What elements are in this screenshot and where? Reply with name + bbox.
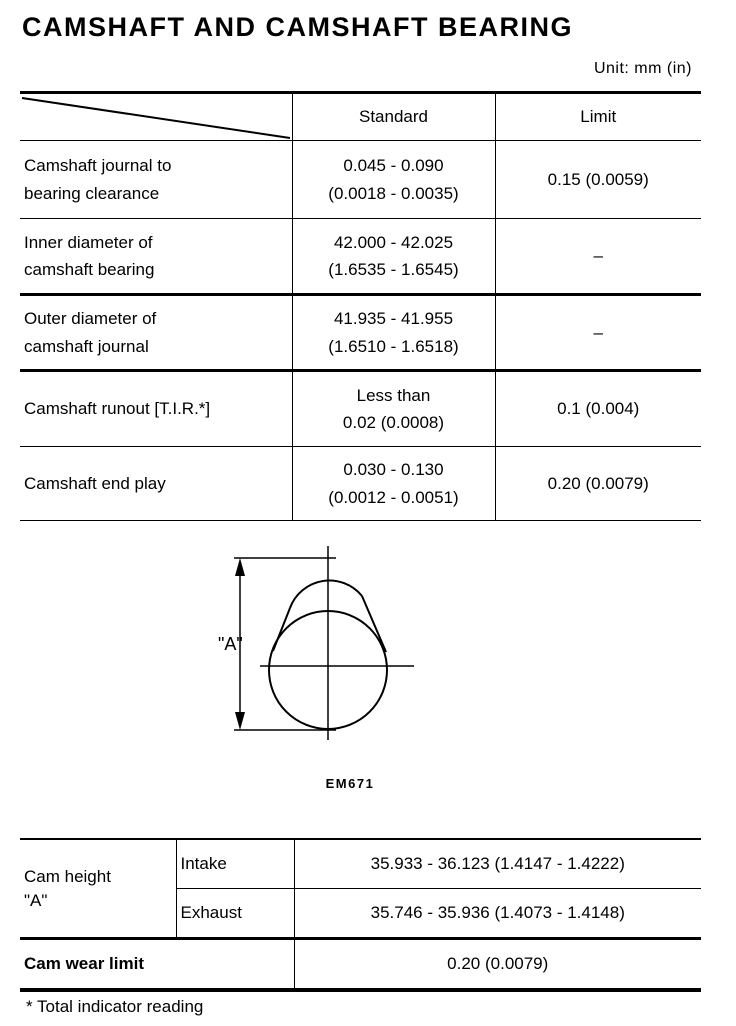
footnote: * Total indicator reading xyxy=(26,997,204,1016)
diagonal-line xyxy=(20,94,292,140)
table-row xyxy=(20,839,701,889)
cam-lobe-drawing xyxy=(210,540,440,750)
item-cell: Camshaft journal to bearing clearance xyxy=(20,141,292,219)
table-row xyxy=(20,141,701,219)
limit-cell: 0.1 (0.004) xyxy=(495,371,701,447)
intake-value: 35.933 - 36.123 (1.4147 - 1.4222) xyxy=(294,839,701,889)
exhaust-label: Exhaust xyxy=(176,889,294,939)
cam-wear-value: 0.20 (0.0079) xyxy=(294,939,701,991)
cam-table xyxy=(20,838,701,992)
standard-cell: Less than 0.02 (0.0008) xyxy=(292,371,495,447)
standard-cell: 41.935 - 41.955 (1.6510 - 1.6518) xyxy=(292,295,495,371)
table-row xyxy=(20,447,701,521)
table-row xyxy=(20,371,701,447)
cam-wear-label: Cam wear limit xyxy=(20,939,294,991)
figure-code: EM671 xyxy=(325,776,375,791)
standard-cell: 42.000 - 42.025 (1.6535 - 1.6545) xyxy=(292,219,495,295)
limit-cell: – xyxy=(495,295,701,371)
spec-table xyxy=(20,91,701,521)
standard-cell: 0.030 - 0.130 (0.0012 - 0.0051) xyxy=(292,447,495,521)
standard-cell: 0.045 - 0.090 (0.0018 - 0.0035) xyxy=(292,141,495,219)
standard-header: Standard xyxy=(292,93,495,141)
page-title: CAMSHAFT AND CAMSHAFT BEARING xyxy=(22,12,573,42)
limit-cell: 0.15 (0.0059) xyxy=(495,141,701,219)
dimension-label: "A" xyxy=(218,634,243,654)
exhaust-value: 35.746 - 35.936 (1.4073 - 1.4148) xyxy=(294,889,701,939)
diagonal-header-cell xyxy=(20,93,292,141)
table-row xyxy=(20,939,701,991)
item-cell: Camshaft runout [T.I.R.*] xyxy=(20,371,292,447)
unit-label: Unit: mm (in) xyxy=(593,60,692,77)
limit-header: Limit xyxy=(495,93,701,141)
intake-label: Intake xyxy=(176,839,294,889)
cam-lobe-figure xyxy=(210,540,440,755)
table-row xyxy=(20,219,701,295)
item-cell: Camshaft end play xyxy=(20,447,292,521)
limit-cell: – xyxy=(495,219,701,295)
item-cell: Inner diameter of camshaft bearing xyxy=(20,219,292,295)
table-row xyxy=(20,295,701,371)
cam-height-label: Cam height "A" xyxy=(20,839,176,939)
item-cell: Outer diameter of camshaft journal xyxy=(20,295,292,371)
limit-cell: 0.20 (0.0079) xyxy=(495,447,701,521)
spec-header-row xyxy=(20,93,701,141)
